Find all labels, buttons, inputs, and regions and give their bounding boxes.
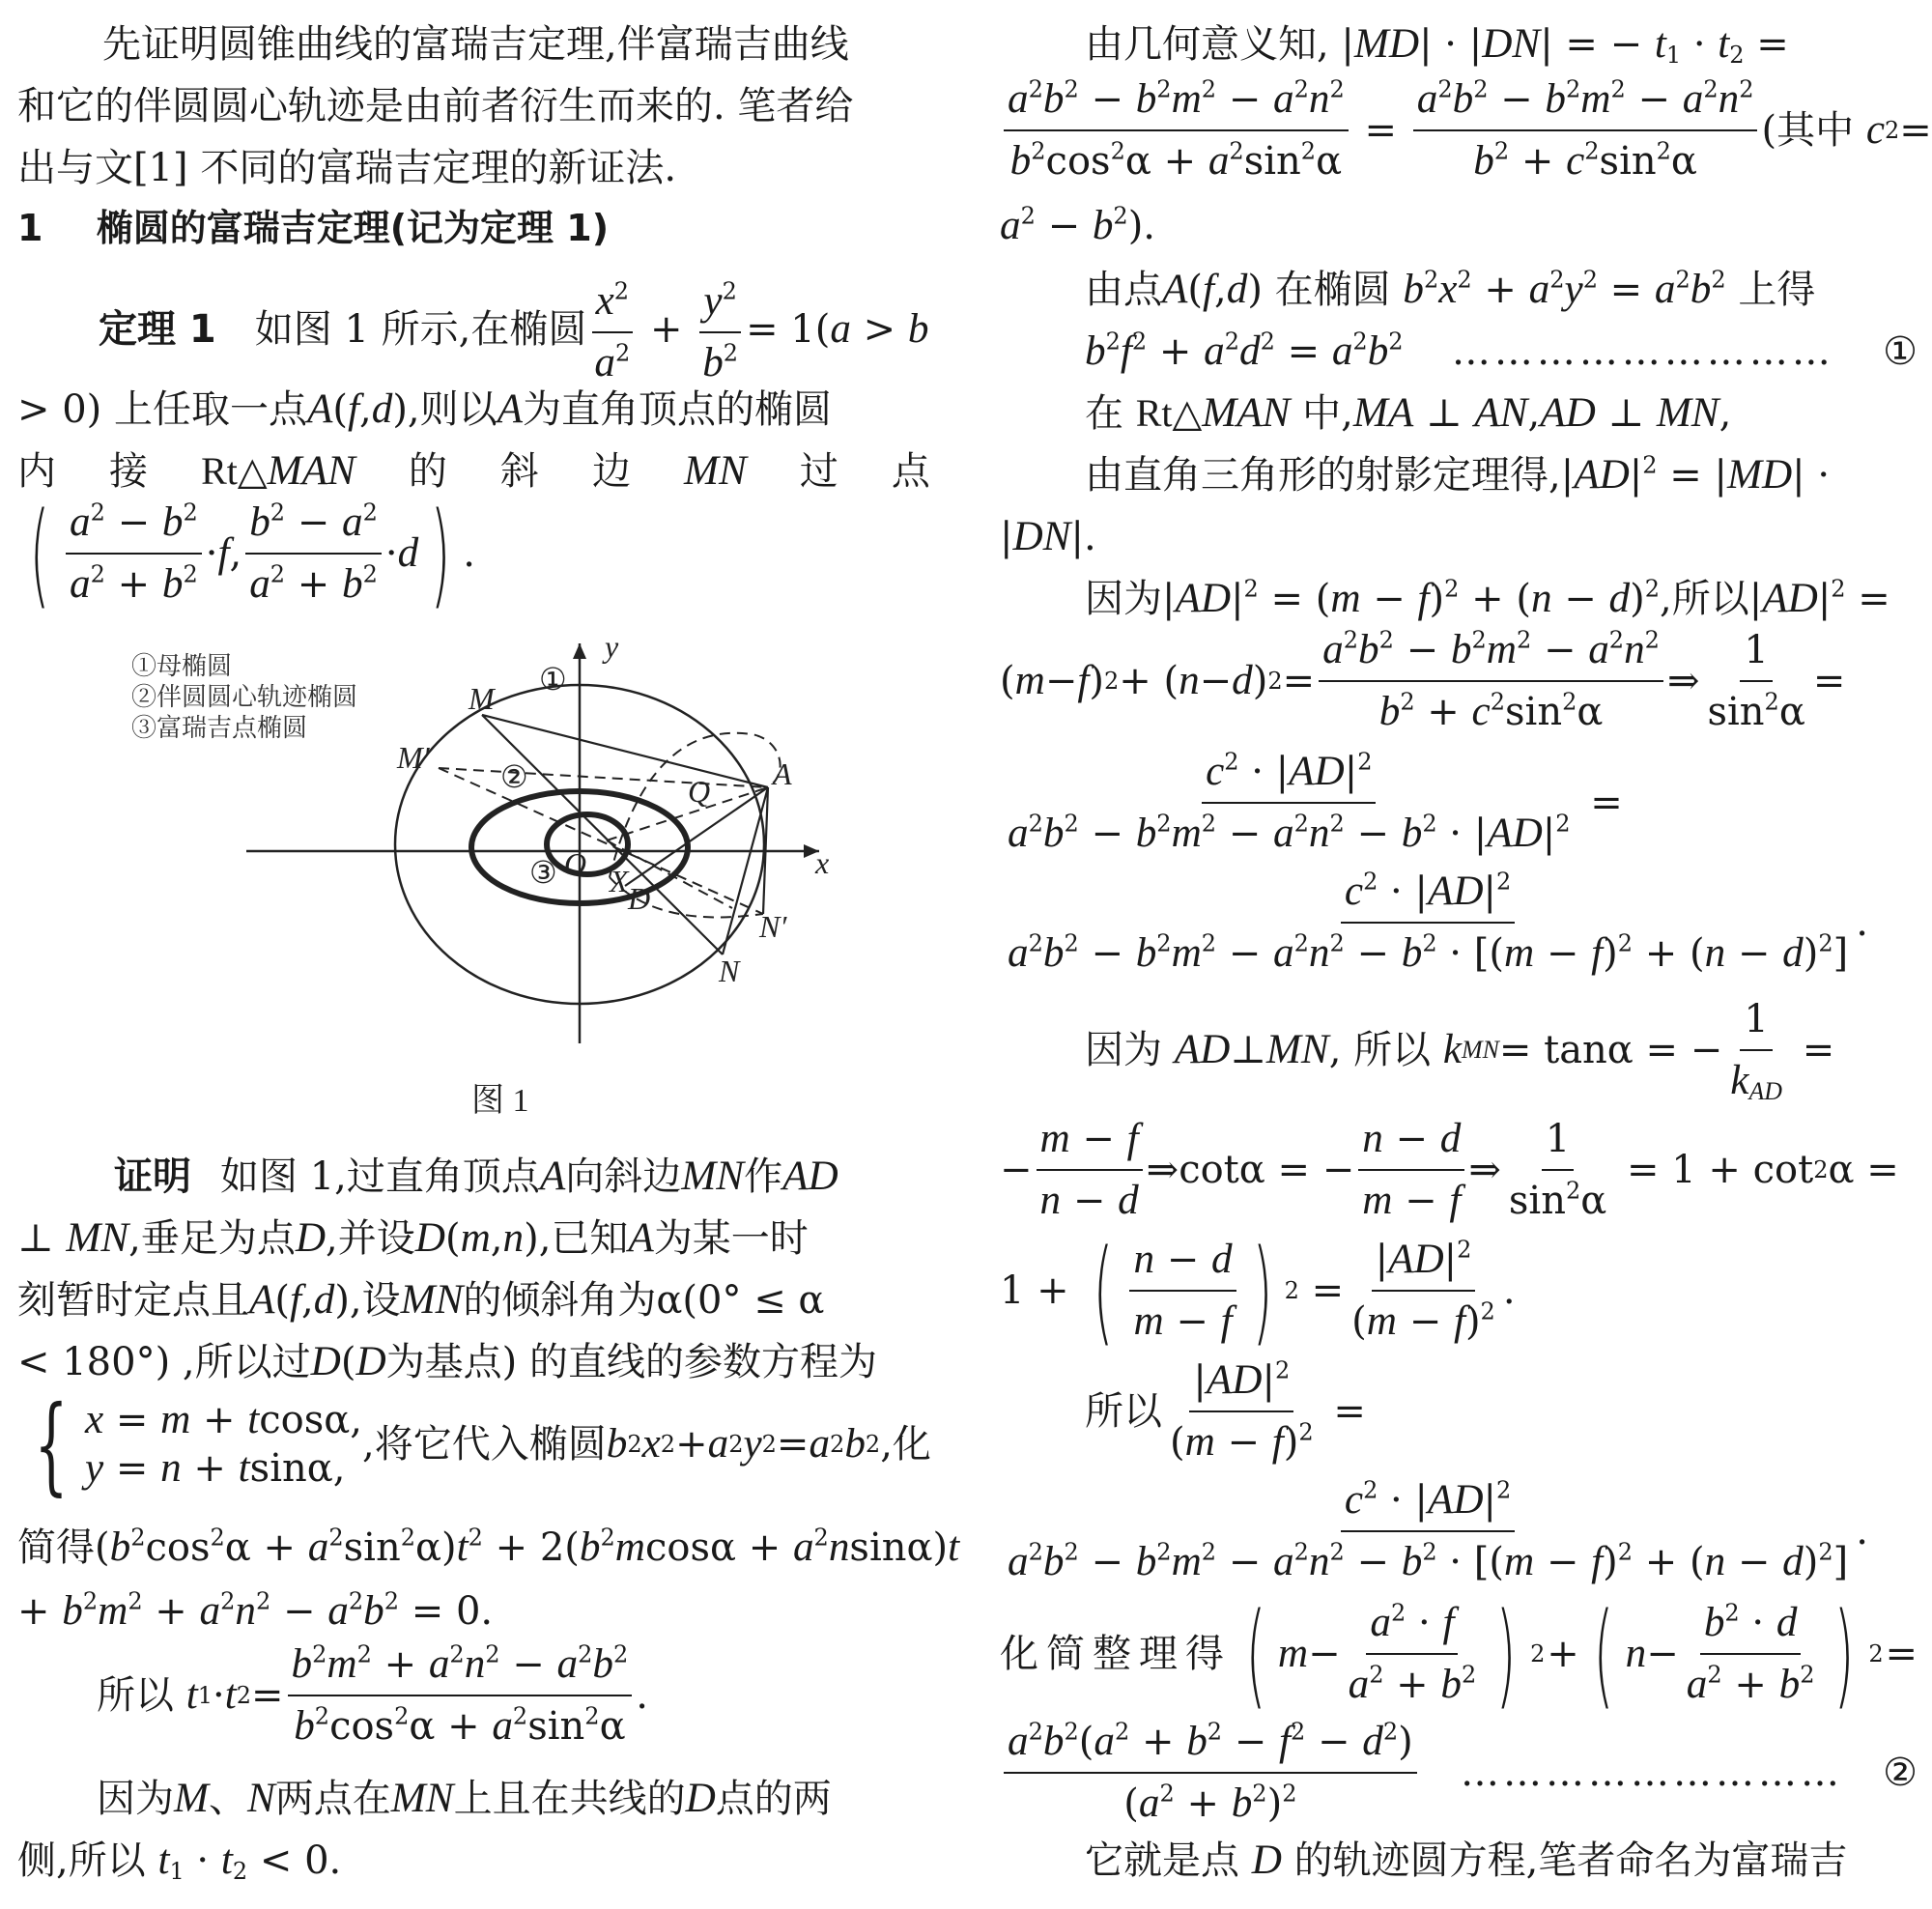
section-title: 椭圆的富瑞吉定理(记为定理 1) xyxy=(96,207,610,249)
circled-2: ② xyxy=(500,759,528,794)
figure-1 xyxy=(17,0,930,1121)
right-line-11: $c^2 \cdot |AD|^2$ $a^2b^2 - b^2m^2 - a^2n^2 - b^2 \cdot |AD|^2$ = xyxy=(1000,750,1623,856)
figure-caption: 图 1 xyxy=(471,1083,529,1119)
equation-number-2: ② xyxy=(1883,1751,1918,1795)
section-number: 1 xyxy=(17,207,43,249)
label-D: D xyxy=(628,881,651,916)
equation-number-1: ① xyxy=(1883,329,1918,374)
legend-item-2: ②伴圆圆心轨迹椭圆 xyxy=(131,683,358,711)
intro-line-2: 和它的伴圆圆心轨迹是由前者衍生而来的. 笔者给 xyxy=(17,84,854,128)
label-M-prime: M′ xyxy=(397,740,430,775)
theorem-label: 定理 1 xyxy=(99,307,216,352)
parametric-equation: { x = m + tcosα, y = n + tsinα, ,将它代入椭圆 b 2 x 2 + a 2 y 2 = a 2 b 2 ,化 xyxy=(34,1382,931,1506)
theorem-1-line-3: 内 接 Rt△MAN 的 斜 边 MN 过 点 xyxy=(17,448,930,494)
right-line-14: 因为 AD ⊥ MN , 所以 k MN = tanα = − 1 $k_{AD}$ = xyxy=(1085,997,1834,1103)
equation-1: $b^2f^2 + a^2d^2 = a^2b^2$ ……………………… ① xyxy=(1085,325,1918,379)
legend-item-1: ①母椭圆 xyxy=(131,652,233,680)
label-N: N xyxy=(719,954,740,988)
label-x-axis: x xyxy=(815,845,830,880)
theorem-text: 如图 1 所示,在椭圆 xyxy=(254,307,587,352)
proof-line-7: + $b^2m^2 + a^2n^2 - a^2b^2 = 0$. xyxy=(17,1587,494,1634)
label-A: A xyxy=(773,756,792,791)
y-axis-arrow xyxy=(573,643,586,659)
label-X: X xyxy=(610,864,629,898)
proof-line-4: < 180°) ,所以过D(D为基点) 的直线的参数方程为 xyxy=(17,1339,877,1384)
label-M: M xyxy=(469,681,495,716)
proof-line-1: 证明 如图 1,过直角顶点A向斜边MN作AD xyxy=(114,1154,838,1199)
t1-t2-product: 所以 t 1 · t 2 = $b^2m^2 + a^2n^2 - a^2b^2$ $b^2\cos^2\alpha + a^2\sin^2\alpha$ . xyxy=(97,1642,648,1749)
proof-line-2: ⊥ MN,垂足为点D,并设D(m,n),已知A为某一时 xyxy=(17,1215,809,1261)
circled-3: ③ xyxy=(529,855,557,890)
right-line-6: 在 Rt△MAN 中,MA ⊥ AN,AD ⊥ MN, xyxy=(1085,390,1732,436)
intro-line-3: 出与文[1] 不同的富瑞吉定理的新证法. xyxy=(17,146,677,190)
right-line-9: 因为$|AD|^2 = (m - f)^2 + (n - d)^2$,所以$|AD|^2$ = xyxy=(1085,575,1890,621)
right-line-18: $c^2 \cdot |AD|^2$ $a^2b^2 - b^2m^2 - a^2n^2 - b^2 \cdot [(m - f)^2 + (n - d)^2]$ . xyxy=(1000,1478,1868,1584)
intro-line-1: 先证明圆锥曲线的富瑞吉定理,伴富瑞吉曲线 xyxy=(102,22,849,67)
right-line-8: |DN|. xyxy=(1000,514,1096,559)
right-line-7: 由直角三角形的射影定理得$,|AD|^2 = |MD|$ · xyxy=(1085,451,1831,498)
proof-line-10: 侧,所以 $t_1 \cdot t_2 < 0$. xyxy=(17,1838,342,1885)
right-line-22: 它就是点 D 的轨迹圆方程,笔者命名为富瑞吉 xyxy=(1085,1838,1848,1883)
label-y-axis: y xyxy=(605,629,619,664)
proof-line-6: 简得$(b^2\cos^2\alpha + a^2\sin^2\alpha)t^2 + 2(b^2mcos\alpha + a^2nsin\alpha)t$ xyxy=(17,1524,960,1570)
proof-line-9: 因为M、N两点在MN上且在共线的D点的两 xyxy=(97,1776,832,1821)
right-line-17: 所以 $|AD|^2$ $(m - f)^2$ = xyxy=(1085,1358,1366,1465)
right-line-15: − m − f n − d ⇒cotα = − n − d m − f ⇒ 1 $\sin^2\alpha$ = 1 + cot 2 α = xyxy=(1000,1117,1899,1223)
label-Q: Q xyxy=(688,774,711,809)
theorem-1-line-2: > 0) 上任取一点A(f,d),则以A为直角顶点的椭圆 xyxy=(17,386,833,432)
right-line-3: $a^2 - b^2$). xyxy=(1000,202,1156,248)
legend-item-3: ③富瑞吉点椭圆 xyxy=(131,714,308,742)
equation-2: $a^2b^2(a^2 + b^2 - f^2 - d^2)$ $(a^2 + b^2)^2$ ……………………… ② xyxy=(1000,1720,1918,1826)
ellipse-equation: $\frac{x^2}{a^2}$ xyxy=(590,274,634,390)
circled-1: ① xyxy=(539,662,567,697)
label-O: O xyxy=(564,846,587,881)
md-dn-product: $a^2b^2 - b^2m^2 - a^2n^2$ $b^2\cos^2\alpha + a^2\sin^2\alpha$ = $a^2b^2 - b^2m^2 - a^2n^2$ $b^2 + c^2\sin^2\alpha$ ( 其中 c 2 = xyxy=(1000,77,1932,184)
right-line-1: 由几何意义知, |MD| · |DN| = − $t_1 \cdot t_2$ = xyxy=(1085,21,1789,69)
right-line-4: 由点A(f,d) 在椭圆 $b^2x^2 + a^2y^2 = a^2b^2$ 上得 xyxy=(1085,266,1816,312)
right-line-12: $c^2 \cdot |AD|^2$ $a^2b^2 - b^2m^2 - a^2n^2 - b^2 \cdot [(m - f)^2 + (n - d)^2]$ . xyxy=(1000,869,1868,976)
proof-label: 证明 xyxy=(114,1154,191,1199)
right-line-16: 1 + ( n − d m − f ) 2 = $|AD|^2$ $(m - f)^2$ . xyxy=(1000,1224,1516,1357)
fregier-point-formula: ( $a^2 - b^2$ $a^2 + b^2$ · f , $b^2 - a^2$ $a^2 + b^2$ · d ) . xyxy=(29,487,475,620)
right-line-10: ( m − f ) 2 + ( n − d ) 2 = $a^2b^2 - b^2m^2 - a^2n^2$ $b^2 + c^2\sin^2\alpha$ ⇒ 1 $\sin^2\alpha$ = xyxy=(1000,628,1845,734)
theorem-1-line-1: 定理 1 如图 1 所示,在椭圆 $\frac{x^2}{a^2}$ + $\frac{y^2}{b^2}$ = 1(a > b xyxy=(99,274,929,390)
label-N-prime: N′ xyxy=(759,909,787,944)
right-line-19: 化简整理得 ( m − $a^2 \cdot f$ $a^2 + b^2$ ) 2 + ( n − $b^2 \cdot d$ $a^2 + b^2$ ) 2 = xyxy=(1000,1587,1918,1721)
proof-line-3: 刻暂时定点且A(f,d),设MN的倾斜角为α(0° ≤ α xyxy=(17,1277,825,1323)
